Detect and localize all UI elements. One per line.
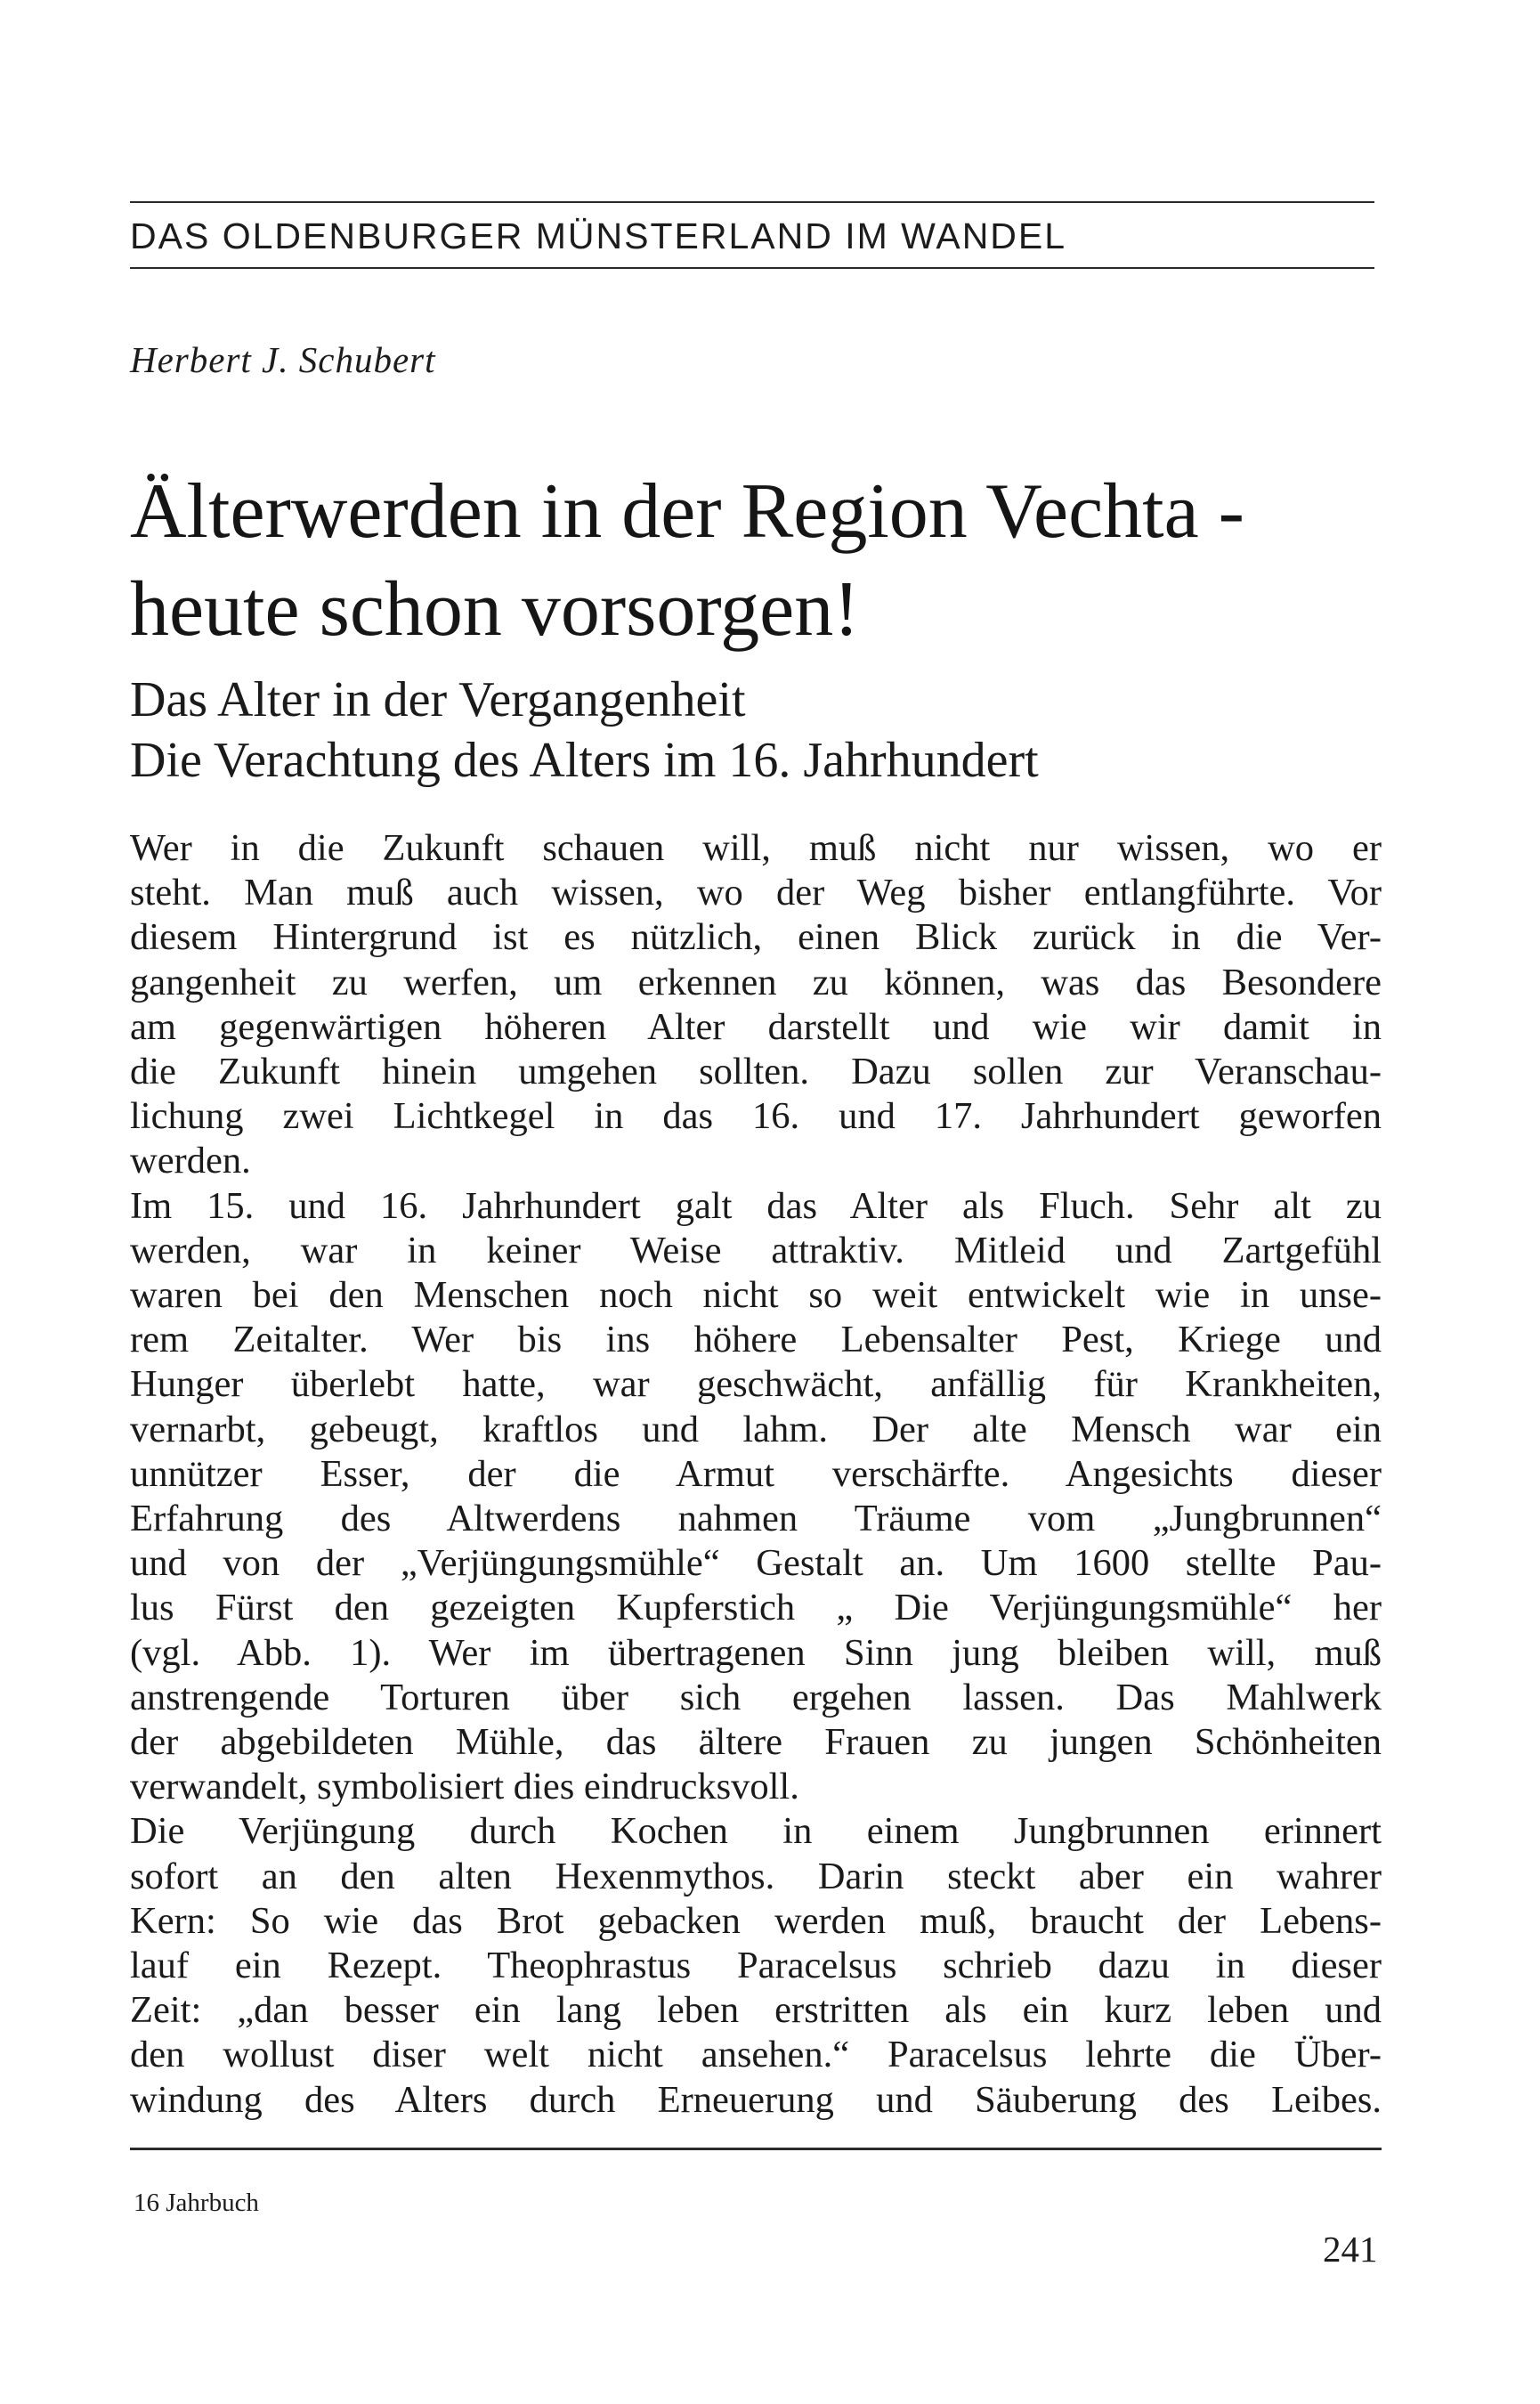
footnote-signature: 16 Jahrbuch xyxy=(134,2189,259,2217)
running-head-block xyxy=(130,201,1374,269)
subtitle-line: Die Verachtung des Alters im 16. Jahrhundert xyxy=(130,733,1039,788)
body-line: unnützer Esser, der die Armut verschärfte. Angesichts dieser xyxy=(130,1452,1382,1495)
author: Herbert J. Schubert xyxy=(130,339,436,380)
body-line: steht. Man muß auch wissen, wo der Weg bisher entlangführte. Vor xyxy=(130,872,1382,914)
body-line: verwandelt, symbolisiert dies eindrucksvoll. xyxy=(130,1766,799,1808)
body-line: den wollust diser welt nicht ansehen.“ Paracelsus lehrte die Über- xyxy=(130,2034,1382,2076)
body-line: lus Fürst den gezeigten Kupferstich „ Die Verjüngungsmühle“ her xyxy=(130,1587,1382,1629)
page-number: 241 xyxy=(1323,2229,1378,2270)
body-line: sofort an den alten Hexenmythos. Darin steckt aber ein wahrer xyxy=(130,1855,1382,1897)
title-line: heute schon vorsorgen! xyxy=(130,566,860,653)
body-line: Wer in die Zukunft schauen will, muß nicht nur wissen, wo er xyxy=(130,827,1382,869)
body-line: Hunger überlebt hatte, war geschwächt, anfällig für Krankheiten, xyxy=(130,1363,1382,1406)
body-line: werden. xyxy=(130,1140,251,1182)
top-rule xyxy=(130,201,1374,203)
body-line: die Zukunft hinein umgehen sollten. Dazu sollen zur Veranschau- xyxy=(130,1051,1382,1093)
subtitle-line: Das Alter in der Vergangenheit xyxy=(130,672,746,727)
body-line: rem Zeitalter. Wer bis ins höhere Lebensalter Pest, Kriege und xyxy=(130,1319,1382,1361)
running-head-rule xyxy=(130,267,1374,269)
body-line: lauf ein Rezept. Theophrastus Paracelsus schrieb dazu in dieser xyxy=(130,1945,1382,1987)
article-subtitle xyxy=(130,670,1394,791)
body-line: anstrengende Torturen über sich ergehen lassen. Das Mahlwerk xyxy=(130,1676,1382,1718)
body-line: Kern: So wie das Brot gebacken werden muß, braucht der Lebens- xyxy=(130,1899,1382,1942)
body-text xyxy=(130,826,1382,2123)
body-line: (vgl. Abb. 1). Wer im übertragenen Sinn jung bleiben will, muß xyxy=(130,1631,1382,1674)
body-line: waren bei den Menschen noch nicht so weit entwickelt wie in unse- xyxy=(130,1274,1382,1317)
body-line: Im 15. und 16. Jahrhundert galt das Alter als Fluch. Sehr alt zu xyxy=(130,1184,1382,1227)
article-title xyxy=(130,463,1394,659)
body-line: werden, war in keiner Weise attraktiv. Mitleid und Zartgefühl xyxy=(130,1229,1382,1271)
body-line: windung des Alters durch Erneuerung und Säuberung des Leibes. xyxy=(130,2078,1382,2121)
body-line: gangenheit zu werfen, um erkennen zu können, was das Besondere xyxy=(130,961,1382,1003)
body-line: diesem Hintergrund ist es nützlich, einen Blick zurück in die Ver- xyxy=(130,916,1382,959)
title-line: Älterwerden in der Region Vechta - xyxy=(130,468,1244,555)
bottom-rule xyxy=(130,2148,1382,2150)
body-line: Erfahrung des Altwerdens nahmen Träume vom „Jungbrunnen“ xyxy=(130,1498,1382,1540)
body-line: vernarbt, gebeugt, kraftlos und lahm. Der alte Mensch war ein xyxy=(130,1408,1382,1450)
body-line: Die Verjüngung durch Kochen in einem Jungbrunnen erinnert xyxy=(130,1810,1382,1853)
body-line: lichung zwei Lichtkegel in das 16. und 17. Jahrhundert geworfen xyxy=(130,1095,1382,1138)
body-line: und von der „Verjüngungsmühle“ Gestalt an. Um 1600 stellte Pau- xyxy=(130,1542,1382,1585)
running-head: DAS OLDENBURGER MÜNSTERLAND IM WANDEL xyxy=(130,215,1067,256)
body-line: am gegenwärtigen höheren Alter darstellt und wie wir damit in xyxy=(130,1005,1382,1048)
body-line: Zeit: „dan besser ein lang leben erstritten als ein kurz leben und xyxy=(130,1989,1382,2032)
body-line: der abgebildeten Mühle, das ältere Frauen zu jungen Schönheiten xyxy=(130,1721,1382,1764)
